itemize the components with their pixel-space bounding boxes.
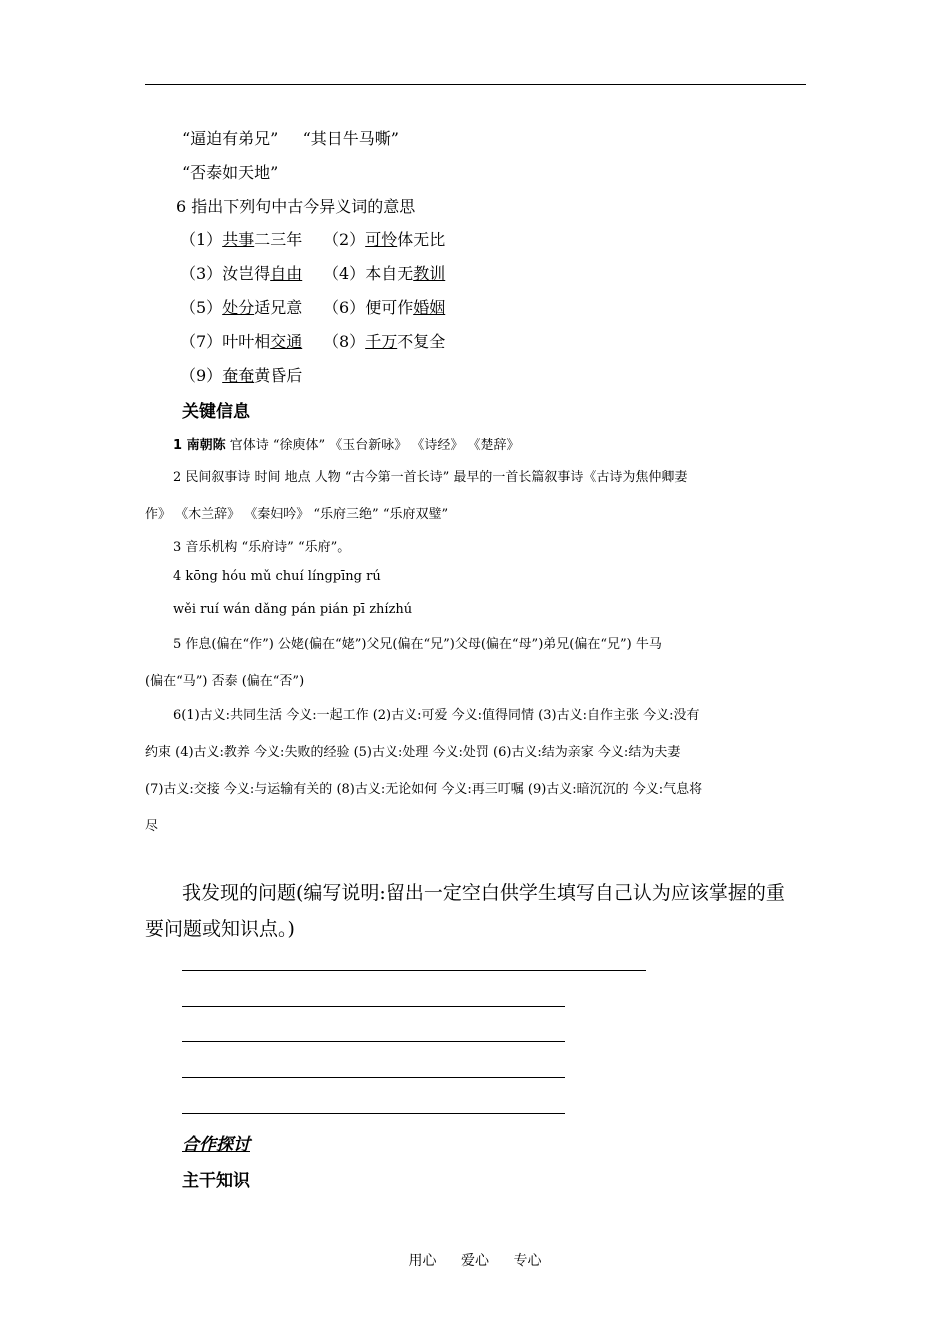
section-cooperative: 合作探讨 xyxy=(182,1135,250,1155)
q6-item xyxy=(180,329,302,352)
key-info-1-label: 1 南朝陈 xyxy=(173,438,226,453)
q6-item xyxy=(180,363,302,386)
key-info-line-4: 4 kōng hóu mǔ chuí língpīng rú xyxy=(173,569,381,584)
q6-item-number: （2） xyxy=(323,230,366,249)
q6-item xyxy=(323,329,445,352)
key-info-line-5: 5 作息(偏在“作”) 公姥(偏在“姥”)父兄(偏在“兄”)父母(偏在“母”)弟兄(偏在“兄”) 牛马 xyxy=(173,637,662,652)
quote-line-1 xyxy=(182,126,399,149)
blank-line-5[interactable] xyxy=(182,1113,565,1114)
q6-item-number: （8） xyxy=(323,332,366,351)
footer-word-2: 爱心 xyxy=(461,1253,489,1269)
section-main-knowledge: 主干知识 xyxy=(182,1171,250,1191)
blank-line-3[interactable] xyxy=(182,1041,565,1042)
key-info-line-5b: (偏在“马”) 否泰 (偏在“否”) xyxy=(145,674,305,689)
q6-item-number: （3） xyxy=(180,264,223,283)
q6-item xyxy=(323,295,445,318)
footer-word-1: 用心 xyxy=(408,1253,437,1269)
key-info-heading: 关键信息 xyxy=(182,402,250,422)
quote-2: “其日牛马嘶” xyxy=(302,129,399,148)
q6-item-word: 千万 xyxy=(365,332,398,351)
q6-item-number: （9） xyxy=(180,366,223,385)
quote-line-2: “否泰如天地” xyxy=(182,163,279,182)
q6-item-rest: 不复全 xyxy=(397,332,446,351)
q6-item-number: （7） xyxy=(180,332,223,351)
q6-item-word: 共事 xyxy=(222,230,255,249)
key-info-line-6b: 约束 (4)古义:教养 今义:失败的经验 (5)古义:处理 今义:处罚 (6)古义:结为亲家 今义:结为夫妻 xyxy=(145,745,681,760)
problems-line-1: 我发现的问题(编写说明:留出一定空白供学生填写自己认为应该掌握的重 xyxy=(182,882,785,904)
q6-item-word: 交通 xyxy=(270,332,303,351)
key-info-line-4b: wěi ruí wán dǎng pán pián pī zhízhú xyxy=(173,602,413,617)
key-info-line-6d: 尽 xyxy=(145,819,159,834)
footer-word-3: 专心 xyxy=(513,1253,542,1269)
q6-item-word: 可怜 xyxy=(365,230,398,249)
q6-item-word: 教训 xyxy=(413,264,446,283)
q6-item xyxy=(180,295,302,318)
q6-title: 6 指出下列句中古今异义词的意思 xyxy=(176,197,416,216)
q6-item-number: （6） xyxy=(323,298,366,317)
q6-item-number: （1） xyxy=(180,230,223,249)
q6-item-word: 婚姻 xyxy=(413,298,446,317)
q6-item xyxy=(323,261,445,284)
q6-item xyxy=(323,227,445,250)
q6-item-rest: 黄昏后 xyxy=(254,366,303,385)
key-info-line-2: 2 民间叙事诗 时间 地点 人物 “古今第一首长诗” 最早的一首长篇叙事诗《古诗为焦仲卿妻 xyxy=(173,470,688,485)
q6-item-prefix: 本自无 xyxy=(365,264,414,283)
q6-item-rest: 二三年 xyxy=(254,230,303,249)
q6-item-prefix: 便可作 xyxy=(365,298,414,317)
q6-item-number: （4） xyxy=(323,264,366,283)
key-info-1-text: 官体诗 “徐庾体” 《玉台新咏》 《诗经》 《楚辞》 xyxy=(225,438,520,453)
q6-item-word: 奄奄 xyxy=(222,366,255,385)
q6-item-word: 处分 xyxy=(222,298,255,317)
q6-item-rest: 适兄意 xyxy=(254,298,303,317)
q6-item-prefix: 汝岂得 xyxy=(222,264,271,283)
q6-item xyxy=(180,261,302,284)
q6-item xyxy=(180,227,302,250)
key-info-line-2b: 作》 《木兰辞》 《秦妇吟》 “乐府三绝” “乐府双璧” xyxy=(145,507,449,522)
q6-item-rest: 体无比 xyxy=(397,230,446,249)
key-info-line-1 xyxy=(173,434,520,453)
quote-1: “逼迫有弟兄” xyxy=(182,129,279,148)
key-info-line-3: 3 音乐机构 “乐府诗” “乐府”。 xyxy=(173,540,351,555)
q6-item-number: （5） xyxy=(180,298,223,317)
key-info-line-6: 6(1)古义:共同生活 今义:一起工作 (2)古义:可爱 今义:值得同情 (3)古义:自作主张 今义:没有 xyxy=(173,708,700,723)
blank-line-4[interactable] xyxy=(182,1077,565,1078)
blank-line-2[interactable] xyxy=(182,1006,565,1007)
problems-line-2: 要问题或知识点。) xyxy=(145,918,295,940)
header-rule xyxy=(145,84,806,85)
q6-item-prefix: 叶叶相 xyxy=(222,332,271,351)
key-info-line-6c: (7)古义:交接 今义:与运输有关的 (8)古义:无论如何 今义:再三叮嘱 (9)古义:暗沉沉的 今义:气息将 xyxy=(145,782,703,797)
q6-item-word: 自由 xyxy=(270,264,303,283)
page-footer xyxy=(0,1250,950,1270)
blank-line-1[interactable] xyxy=(182,970,646,971)
